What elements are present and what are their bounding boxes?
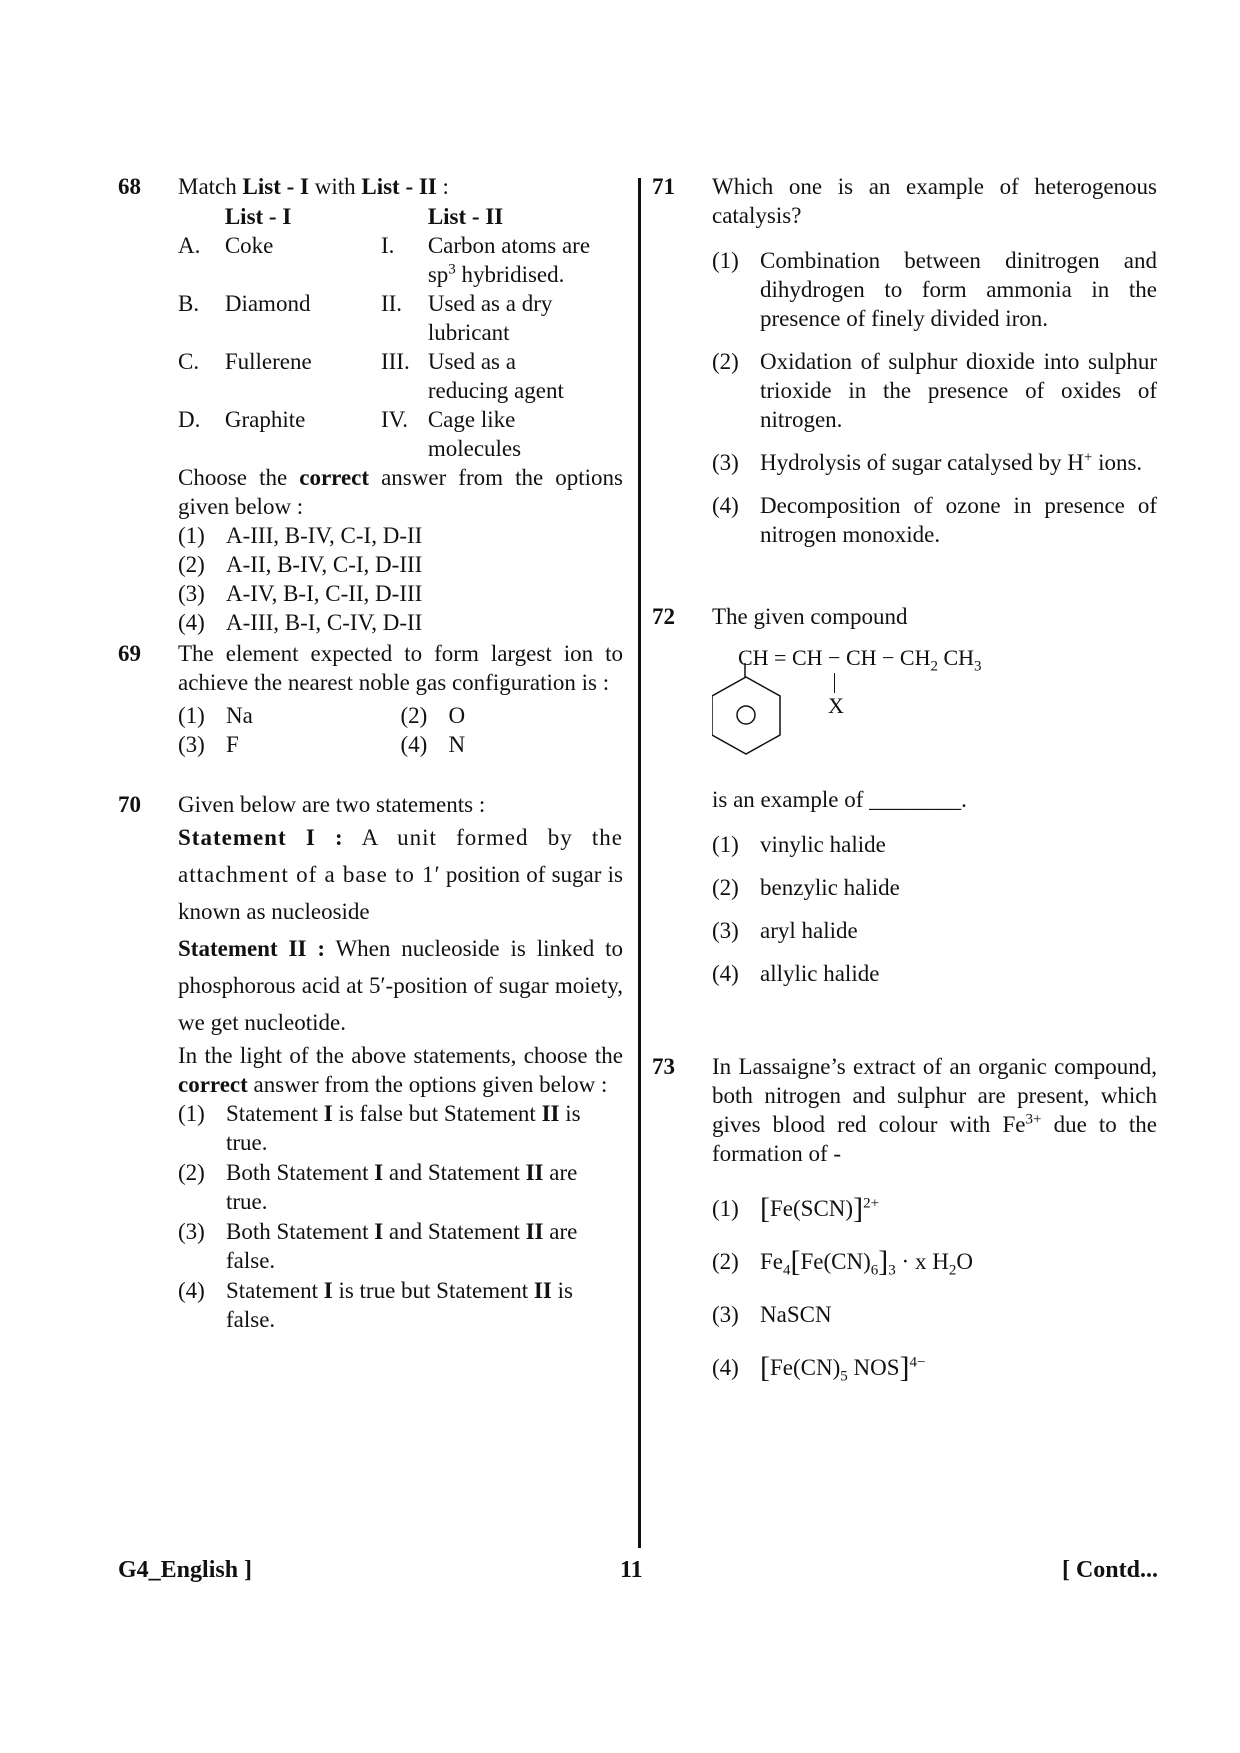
question-69 (118, 639, 623, 759)
choose-instruction: In the light of the above statements, choose the correct answer from the options given below : (178, 1043, 623, 1097)
match-row: D. Graphite IV. Cage like molecules (178, 407, 522, 461)
question-number: 68 (118, 174, 141, 199)
left-column (118, 172, 623, 1334)
options (178, 1099, 623, 1334)
match-row: B. Diamond II. Used as a dry lubricant (178, 291, 553, 345)
question-stem: In Lassaigne’s extract of an organic compound, both nitrogen and sulphur are present, which gives blood red colour with $Fe^{3+}$ due to the formation of - (712, 1054, 1157, 1166)
question-68 (118, 172, 623, 637)
options (712, 246, 1157, 549)
option-3[interactable]: (3) aryl halide (712, 918, 858, 943)
question-number: 70 (118, 792, 141, 817)
question-73 (652, 1052, 1157, 1385)
options (712, 1192, 1157, 1385)
option-2[interactable]: (2) benzylic halide (712, 875, 900, 900)
paper-code: G4_English ] (118, 1557, 253, 1583)
question-stem: Which one is an example of heterogenous catalysis? (712, 174, 1157, 228)
options (712, 830, 1157, 988)
option-3[interactable]: (3) NaSCN (712, 1302, 832, 1327)
match-table (178, 202, 623, 463)
option-4[interactable]: (4) allylic halide (712, 961, 880, 986)
option-1[interactable]: (1) Na (178, 703, 253, 728)
page-number: 11 (620, 1557, 643, 1583)
structure-formula: CH = CH − CH − $CH_2$ $CH_3$ (738, 645, 982, 675)
option-2[interactable]: (2) Both Statement I and Statement II are true. (178, 1160, 578, 1214)
option-2[interactable]: (2) $Fe_4[Fe(CN)_6]_3 \cdot x$ $H_2O$ (712, 1245, 973, 1279)
question-stem: The element expected to form largest ion to achieve the nearest noble gas configuration is : (178, 641, 623, 695)
question-number: 71 (652, 174, 675, 199)
option-1[interactable]: (1) A-III, B-IV, C-I, D-II (178, 523, 423, 548)
question-stem: The given compound (712, 604, 908, 629)
question-stem: Match List - I with List - II : (178, 174, 449, 199)
option-4[interactable]: (4) N (400, 732, 466, 757)
benzene-ring-icon (712, 663, 802, 773)
option-4[interactable]: (4) A-III, B-I, C-IV, D-II (178, 610, 423, 635)
structure-substituent: X (828, 693, 844, 718)
options-row (178, 701, 623, 730)
question-number: 73 (652, 1054, 675, 1079)
choose-instruction: Choose the correct answer from the options given below : (178, 465, 623, 519)
question-72 (652, 602, 1157, 988)
question-71 (652, 172, 1157, 549)
option-1[interactable]: (1) $[Fe(SCN)]^{2+}$ (712, 1192, 880, 1225)
question-number: 72 (652, 604, 675, 629)
options-row (178, 730, 623, 759)
option-4[interactable]: (4) Statement I is true but Statement II is false. (178, 1278, 573, 1332)
options (178, 521, 623, 637)
option-3[interactable]: (3) F (178, 732, 239, 757)
option-4[interactable]: (4) Decomposition of ozone in presence of nitrogen monoxide. (712, 493, 1157, 547)
question-number: 69 (118, 641, 141, 666)
option-2[interactable]: (2) O (400, 703, 466, 728)
question-stem: Given below are two statements : (178, 792, 486, 817)
statement-2: Statement II : When nucleoside is linked to phosphorous acid at 5′-position of sugar moiety, we get nucleotide. (178, 936, 624, 1035)
match-table-header (178, 202, 623, 231)
option-1[interactable]: (1) Combination between dinitrogen and dihydrogen to form ammonia in the presence of finely divided iron. (712, 248, 1157, 331)
right-column (652, 172, 1157, 1385)
match-row: C. Fullerene III. Used as a reducing agent (178, 349, 564, 403)
option-2[interactable]: (2) A-II, B-IV, C-I, D-III (178, 552, 423, 577)
continued-label: [ Contd... (1061, 1557, 1158, 1583)
question-70 (118, 790, 623, 1334)
statement-1: Statement I : A unit formed by the attachment of a base to 1′ position of sugar is known as nucleoside (178, 825, 623, 924)
column-divider (638, 178, 641, 1548)
option-3[interactable]: (3) Both Statement I and Statement II are false. (178, 1219, 578, 1273)
list-2-heading: List - II (427, 204, 504, 229)
chemical-structure (712, 639, 1112, 779)
option-3[interactable]: (3) A-IV, B-I, C-II, D-III (178, 581, 423, 606)
option-3[interactable]: (3) Hydrolysis of sugar catalysed by H+ ions. (712, 449, 1143, 475)
option-4[interactable]: (4) [$Fe(CN)_5$ NOS]$^{4-}$ (712, 1351, 926, 1385)
substituent-bond (834, 673, 835, 693)
match-row: A. Coke I. Carbon atoms are $sp^3$ hybridised. (178, 233, 591, 287)
option-1[interactable]: (1) vinylic halide (712, 832, 886, 857)
question-continuation: is an example of ________. (712, 787, 967, 812)
option-1[interactable]: (1) Statement I is false but Statement II is true. (178, 1101, 581, 1155)
option-2[interactable]: (2) Oxidation of sulphur dioxide into sulphur trioxide in the presence of oxides of nitrogen. (712, 349, 1157, 432)
list-1-heading: List - I (224, 204, 292, 229)
